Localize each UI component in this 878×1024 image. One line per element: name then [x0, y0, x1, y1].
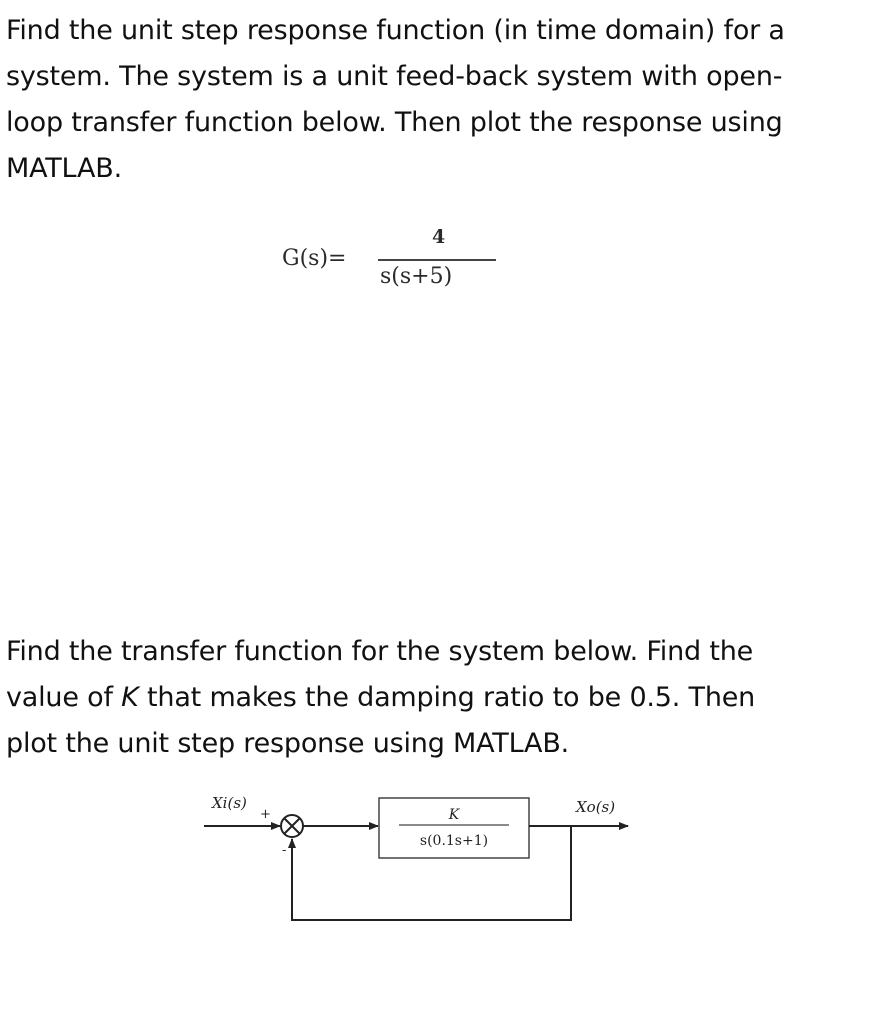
question-2-line-2-post: that makes the damping ratio to be 0.5. Then: [138, 682, 756, 713]
question-1-text: [6, 8, 856, 192]
question-2-line-2: [6, 675, 856, 721]
input-label: Xi(s): [212, 794, 247, 812]
question-1-line-4: MATLAB.: [6, 153, 122, 184]
equation-lhs: G(s)=: [282, 246, 347, 271]
plus-sign: +: [260, 807, 271, 822]
question-1-line-1: Find the unit step response function (in time domain) for a: [6, 15, 785, 46]
block-diagram: [200, 788, 640, 928]
question-2-text: [6, 629, 856, 767]
block-denominator: s(0.1s+1): [419, 833, 489, 849]
question-2-line-3: plot the unit step response using MATLAB.: [6, 728, 570, 759]
output-label: Xo(s): [576, 798, 616, 816]
question-2-line-2-pre: value of: [6, 682, 122, 713]
equation-numerator: 4: [432, 226, 446, 248]
question-2-line-1: Find the transfer function for the system below. Find the: [6, 636, 754, 667]
minus-sign: -: [282, 843, 287, 858]
question-1-line-2: system. The system is a unit feed-back system with open-: [6, 61, 783, 92]
transfer-function-block: [379, 798, 529, 858]
question-1-line-3: loop transfer function below. Then plot the response using: [6, 107, 783, 138]
equation-denominator: s(s+5): [380, 264, 453, 289]
block-numerator: K: [448, 807, 460, 823]
fraction-bar: [378, 259, 496, 261]
summing-junction: [281, 815, 303, 837]
gain-variable: K: [121, 682, 139, 713]
